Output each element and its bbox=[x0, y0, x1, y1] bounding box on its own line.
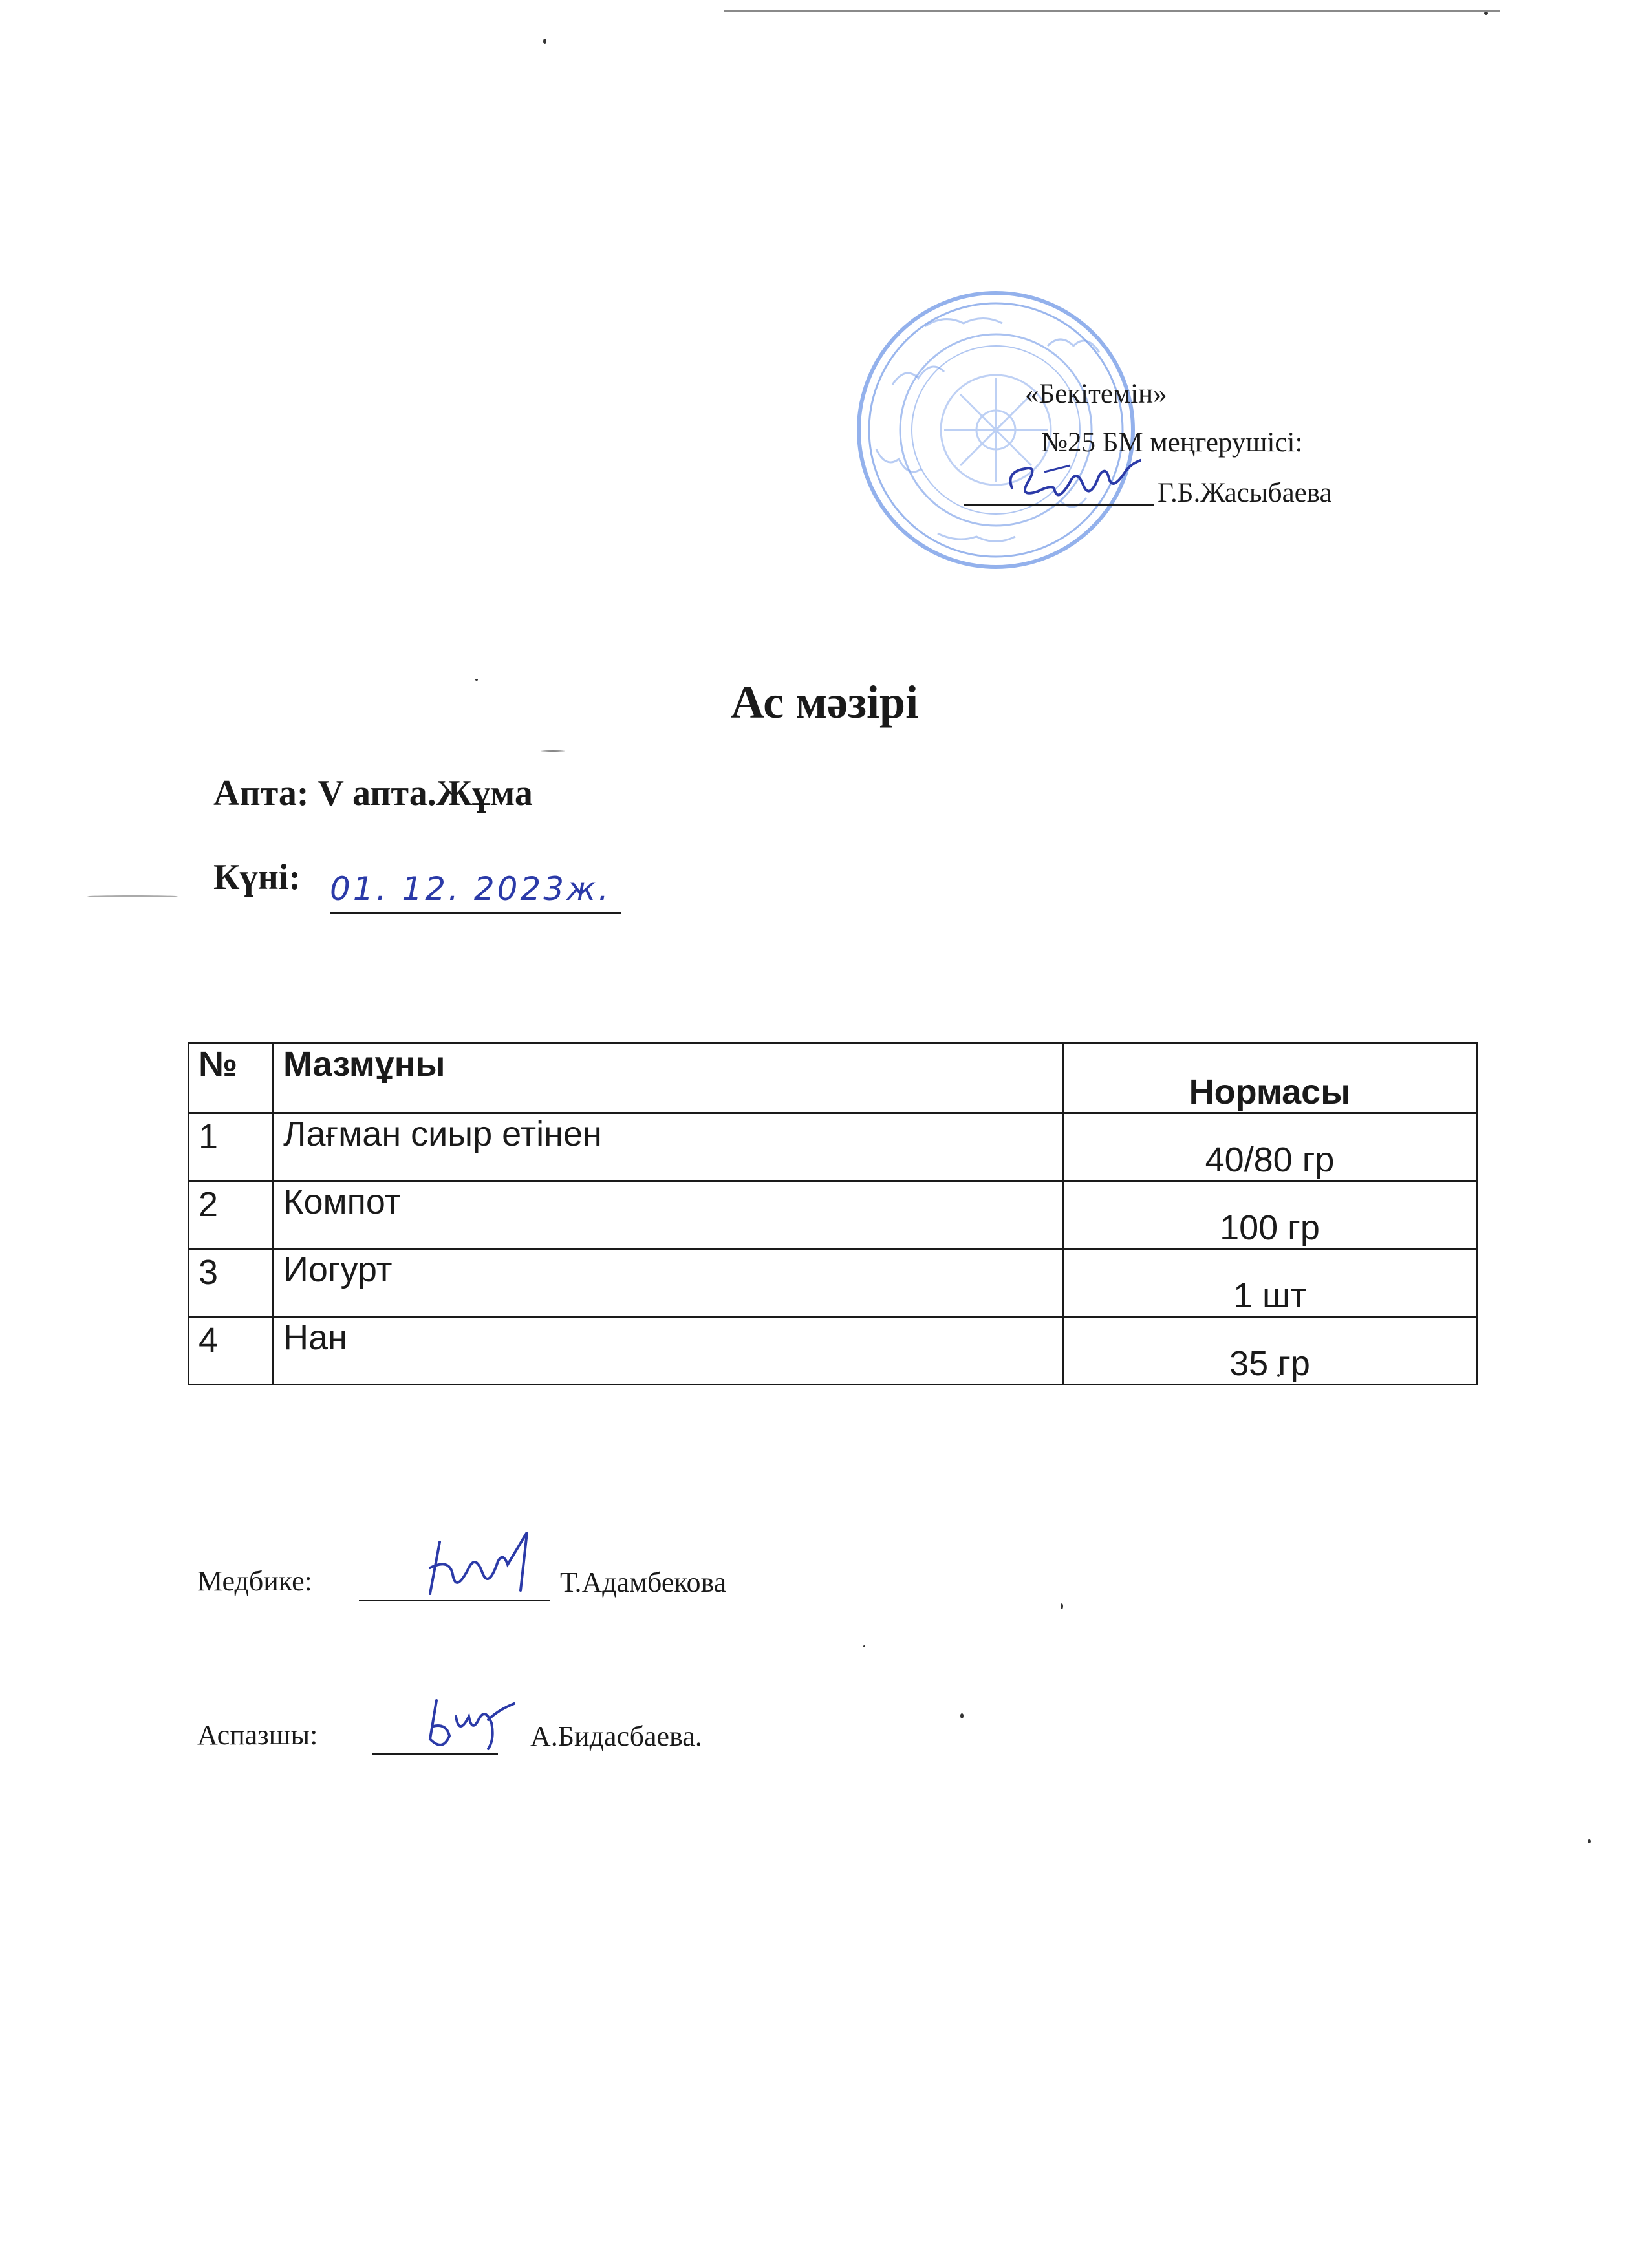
director-signature bbox=[999, 453, 1141, 511]
row-dish: Лағман сиыр етінен bbox=[274, 1113, 1063, 1181]
nurse-signature bbox=[414, 1532, 543, 1603]
header-number: № bbox=[189, 1043, 274, 1113]
week-label: Апта: bbox=[213, 773, 309, 813]
page-title: Ас мәзірі bbox=[730, 676, 919, 728]
row-dish: Нан bbox=[274, 1317, 1063, 1385]
scan-speck bbox=[540, 750, 566, 752]
row-dish: Компот bbox=[274, 1181, 1063, 1249]
cook-signature bbox=[411, 1687, 527, 1759]
row-norm: 1 шт bbox=[1063, 1249, 1477, 1317]
table-row bbox=[189, 1113, 1477, 1181]
scan-speck bbox=[1588, 1839, 1591, 1843]
row-number: 1 bbox=[189, 1113, 274, 1181]
row-norm: 100 гр bbox=[1063, 1181, 1477, 1249]
row-number: 2 bbox=[189, 1181, 274, 1249]
table-row bbox=[189, 1249, 1477, 1317]
row-dish: Иогурт bbox=[274, 1249, 1063, 1317]
date-value: 01. 12. 2023ж. bbox=[330, 870, 612, 908]
table-row bbox=[189, 1181, 1477, 1249]
scan-edge-line bbox=[724, 10, 1500, 12]
row-number: 4 bbox=[189, 1317, 274, 1385]
header-content: Мазмұны bbox=[274, 1043, 1063, 1113]
week-line bbox=[213, 773, 533, 814]
scan-speck bbox=[1484, 12, 1488, 15]
approval-heading: «Бекітемін» bbox=[1025, 379, 1167, 409]
scan-speck bbox=[960, 1713, 964, 1718]
scan-speck bbox=[543, 39, 546, 44]
approval-position: №25 БМ меңгерушісі: bbox=[1041, 427, 1303, 458]
row-norm: 35 гр bbox=[1063, 1317, 1477, 1385]
nurse-label: Медбике: bbox=[197, 1565, 312, 1597]
director-name: Г.Б.Жасыбаева bbox=[1158, 478, 1332, 508]
cook-label: Аспазшы: bbox=[197, 1719, 318, 1751]
menu-table bbox=[188, 1042, 1478, 1385]
cook-name: А.Бидасбаева. bbox=[530, 1720, 702, 1752]
scan-speck bbox=[863, 1645, 865, 1647]
header-norm: Нормасы bbox=[1063, 1043, 1477, 1113]
table-row bbox=[189, 1317, 1477, 1385]
date-field bbox=[330, 870, 621, 914]
row-norm: 40/80 гр bbox=[1063, 1113, 1477, 1181]
scan-speck bbox=[87, 895, 178, 897]
scan-speck bbox=[1061, 1603, 1063, 1609]
nurse-name: Т.Адамбекова bbox=[560, 1567, 727, 1598]
week-value: V апта.Жұма bbox=[318, 773, 533, 813]
row-number: 3 bbox=[189, 1249, 274, 1317]
date-label: Күні: bbox=[213, 857, 301, 897]
table-header-row bbox=[189, 1043, 1477, 1113]
